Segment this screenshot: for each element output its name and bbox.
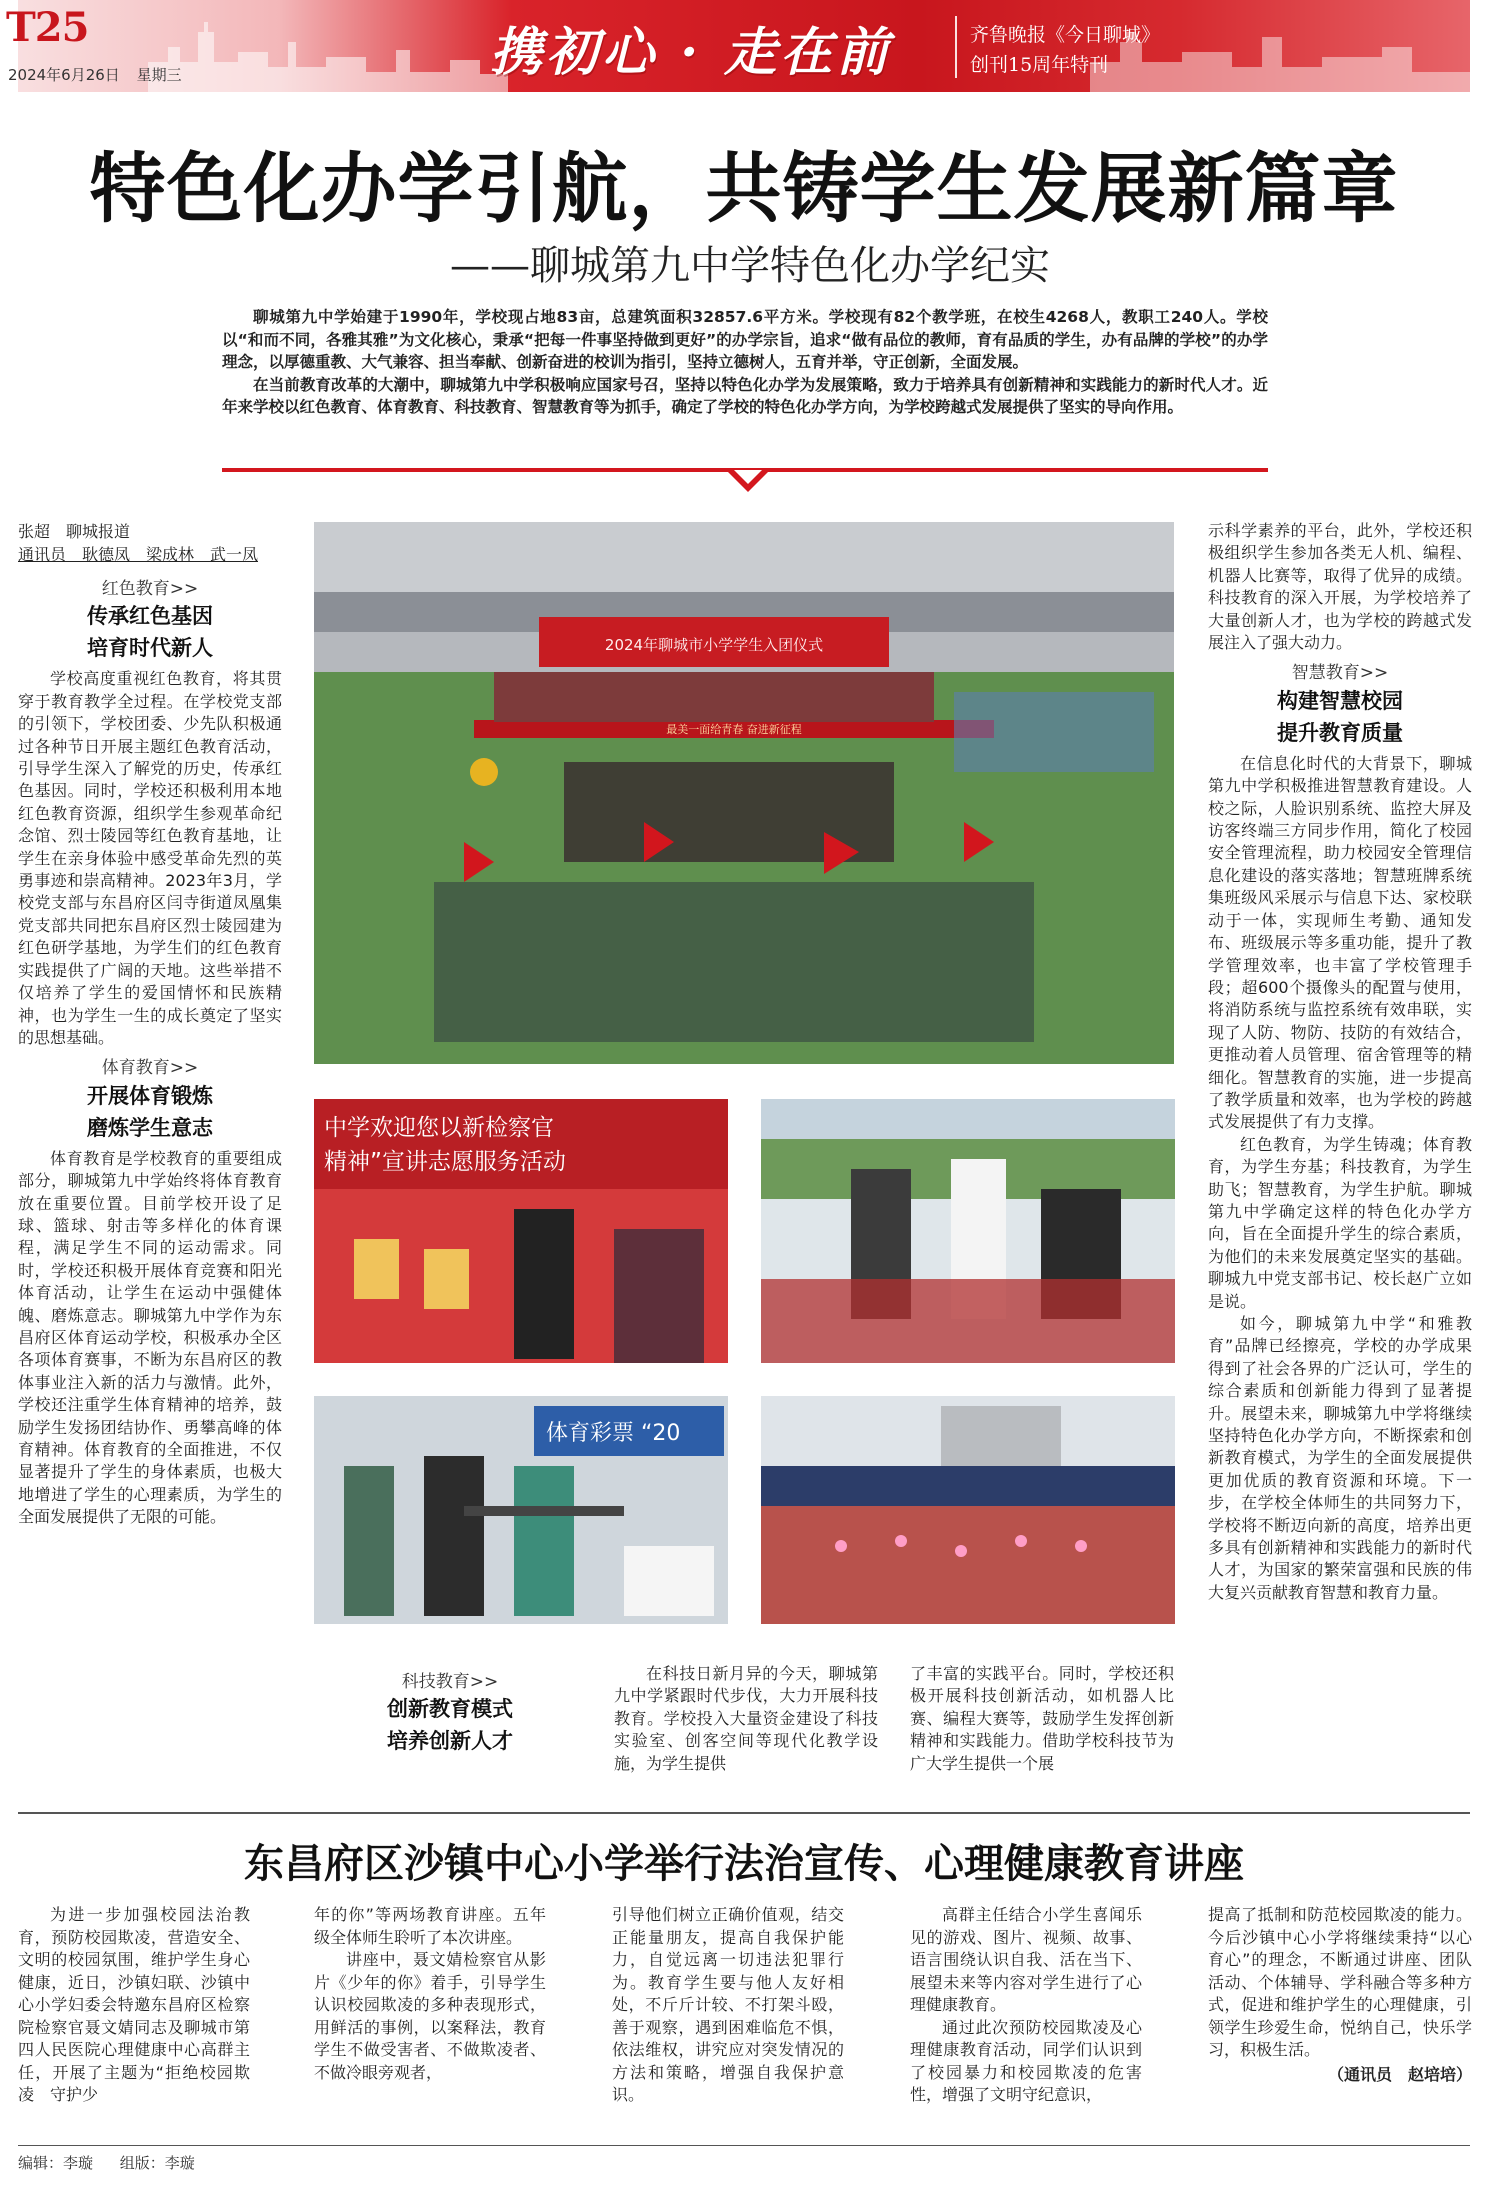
main-headline: 特色化办学引航，共铸学生发展新篇章 [89, 144, 1399, 233]
section-body-tech-c: 示科学素养的平台，此外，学校还积极组织学生参加各类无人机、编程、机器人比赛等，取得了优异的成绩。科技教育的深入开展，为学校培养了大量创新人才，也为学校的跨越式发展注入了强大动力。 [1208, 521, 1472, 653]
tech-section-heading [350, 1663, 550, 1757]
closing-paragraph: 如今，聊城第九中学“和雅教育”品牌已经擦亮，学校的办学成果得到了社会各界的广泛认可，学生的综合素质和创新能力得到了显著提升。展望未来，聊城第九中学将继续坚持特色化办学方向，不断探索和创新教育模式，为学生的全面发展提供更加优质的教育资源和环境。下一步，在学校全体师生的共同努力下，学校将不断迈向新的高度，培养出更多具有创新精神和实践能力的新时代人才，为国家的繁荣富强和民族的伟大复兴贡献教育智慧和教育力量。 [1208, 1314, 1472, 1602]
section-title-red-1: 传承红色基因 [87, 603, 213, 629]
section-title-sports-2: 磨炼学生意志 [87, 1114, 213, 1140]
footer-editor: 编辑：李璇 [18, 2154, 94, 2172]
photo-playground-dance [761, 1396, 1175, 1624]
tech-column-a [614, 1663, 878, 1775]
right-column [1208, 520, 1472, 1604]
article2-credit: （通讯员 赵培培） [1327, 2064, 1472, 2084]
byline-reporter: 张超 聊城报道 [18, 522, 131, 541]
article2-column-1 [18, 1904, 250, 2107]
section-tag-smart: 智慧教育>> [1291, 663, 1389, 684]
section-body-smart: 在信息化时代的大背景下，聊城第九中学积极推进智慧教育建设。人校之际，人脸识别系统、监控大屏及访客终端三方同步作用，简化了校园安全管理流程，助力校园安全管理信息化建设的落实落地；智慧班牌系统集班级风采展示与信息下达、家校联动于一体，实现师生考勤、通知发布、班级展示等多重功能，提升了教学管理效率，也丰富了学校管理手段；超600个摄像头的配置与使用，将消防系统与监控系统有效串联，实现了人防、物防、技防的有效结合，更推动着人员管理、宿舍管理等的精细化。智慧教育的实施，进一步提高了教学质量和效率，也为学校的跨越式发展提供了有力支撑。 [1208, 753, 1472, 1132]
section-body-sports: 体育教育是学校教育的重要组成部分，聊城第九中学始终将体育教育放在重要位置。目前学校开设了足球、篮球、射击等多样化的体育课程，满足学生不同的运动需求。同时，学校还积极开展体育竞赛和阳光体育活动，让学生在运动中强健体魄、磨炼意志。聊城第九中学作为东昌府区体育运动学校，积极承办全区各项体育赛事，不断为东昌府区的教体事业注入新的活力与激情。此外，学校还注重学生体育精神的培养，鼓励学生发扬团结协作、勇攀高峰的体育精神。体育教育的全面推进，不仅显著提升了学生的身体素质，也极大地增进了学生的心理素质，为学生的全面发展提供了无限的可能。 [18, 1148, 282, 1527]
paper-name: 齐鲁晚报《今日聊城》 [970, 24, 1161, 46]
intro-paragraphs [222, 306, 1268, 419]
page-number: T25 [6, 4, 89, 51]
masthead-slogan: 携初心 · 走在前 [490, 22, 893, 83]
article2-paragraph: 提高了抵制和防范校园欺凌的能力。今后沙镇中心小学将继续秉持“以心育心”的理念，不断通过讲座、团队活动、个体辅导、学科融合等多种方式，促进和维护学生的心理健康，引领学生珍爱生命，悦纳自己，快乐学习，积极生活。 [1208, 1905, 1472, 2059]
section-body-tech-a: 在科技日新月异的今天，聊城第九中学紧跟时代步伐，大力开展科技教育。学校投入大量资金建设了科技实验室、创客空间等现代化教学设施，为学生提供 [614, 1664, 878, 1773]
byline [18, 520, 282, 566]
footer-layout: 组版：李璇 [119, 2154, 195, 2172]
article2-column-4 [910, 1904, 1142, 2107]
section-title-tech-2: 培养创新人才 [387, 1728, 513, 1754]
article2-paragraph: 为进一步加强校园法治教育，预防校园欺凌，营造安全、文明的校园氛围，维护学生身心健康，近日，沙镇妇联、沙镇中心小学妇委会特邀东昌府区检察院检察官聂文婧同志及聊城市第四人民医院心理健康中心高群主任，开展了主题为“拒绝校园欺凌 守护少 [18, 1905, 250, 2104]
sub-headline: ——聊城第九中学特色化办学纪实 [450, 243, 1050, 289]
photo-slogan-text: 最美一面给青春 奋进新征程 [666, 723, 802, 736]
photo-banner-text: 2024年聊城市小学学生入团仪式 [604, 636, 824, 654]
city-skyline-icon [148, 22, 508, 92]
section-tag-red: 红色教育>> [101, 579, 199, 599]
footer-credits [18, 2152, 217, 2173]
photo-ceremony [314, 522, 1174, 1064]
tech-column-b [910, 1663, 1174, 1775]
section-title-smart-1: 构建智慧校园 [1277, 687, 1403, 713]
article2-paragraph: 高群主任结合小学生喜闻乐见的游戏、图片、视频、故事、语言围绕认识自我、活在当下、展望未来等内容对学生进行了心理健康教育。 [910, 1905, 1142, 2014]
masthead-divider [955, 16, 957, 78]
closing-paragraph: 红色教育，为学生铸魂；体育教育，为学生夯基；科技教育，为学生助飞；智慧教育，为学生护航。聊城第九中学确定这样的特色化办学方向，旨在全面提升学生的综合素质，为他们的未来发展奠定坚实的基础。聊城九中党支部书记、校长赵广立如是说。 [1208, 1134, 1472, 1311]
intro-paragraph: 在当前教育改革的大潮中，聊城第九中学积极响应国家号召，坚持以特色化办学为发展策略，致力于培养具有创新精神和实践能力的新时代人才。近年来学校以红色教育、体育教育、科技教育、智慧教育等为抓手，确定了学校的特色化办学方向，为学校跨越式发展提供了坚实的导向作用。 [222, 375, 1268, 416]
section-body-tech-b: 了丰富的实践平台。同时，学校还积极开展科技创新活动，如机器人比赛、编程大赛等，鼓励学生发挥创新精神和实践能力。借助学校科技节为广大学生提供一个展 [910, 1664, 1174, 1773]
article2-paragraph: 年的你”等两场教育讲座。五年级全体师生聆听了本次讲座。 [314, 1905, 546, 1947]
left-column [18, 520, 282, 1529]
article2-paragraph: 通过此次预防校园欺凌及心理健康教育活动，同学们认识到了校园暴力和校园欺凌的危害性，增强了文明守纪意识， [910, 2017, 1142, 2104]
photo-event-banner-2: 精神”宣讲志愿服务活动 [324, 1149, 566, 1175]
intro-paragraph: 聊城第九中学始建于1990年，学校现占地83亩，总建筑面积32857.6平方米。学校现有82个教学班，在校生4268人，教职工240人。学校以“和而不同，各雅其雅”为文化核心，秉承“把每一件事坚持做到更好”的办学宗旨，追求“做有品位的教师，育有品质的学生，办有品牌的学校”的办学理念，以厚德重教、大气兼容、担当奉献、创新奋进的校训为指引，坚持立德树人，五育并举，守正创新，全面发展。 [222, 308, 1268, 371]
article2-column-3 [612, 1904, 844, 2107]
date: 2024年6月26日 [8, 66, 120, 84]
section-tag-sports: 体育教育>> [101, 1058, 199, 1079]
divider-arrow-inner [734, 470, 762, 484]
article-divider [18, 1812, 1470, 1814]
footer-divider [18, 2145, 1470, 2146]
photo-prosecutor-event [314, 1099, 728, 1363]
byline-correspondents: 通讯员 耿德凤 梁成林 武一凤 [18, 545, 259, 564]
section-title-red-2: 培育时代新人 [87, 635, 213, 661]
special-edition-label: 创刊15周年特刊 [970, 54, 1109, 76]
section-title-tech-1: 创新教育模式 [387, 1696, 513, 1722]
article2-paragraph: 引导他们树立正确价值观，结交正能量朋友，提高自我保护能力，自觉远离一切违法犯罪行为。教育学生要与他人友好相处，不斤斤计较、不打架斗殴，善于观察，遇到困难临危不惧，依法维权，讲究应对突发情况的方法和策略，增强自我保护意识。 [612, 1905, 844, 2104]
photo-shooting-banner: 体育彩票 “20 [546, 1421, 681, 1446]
article2-column-2 [314, 1904, 546, 2084]
weekday: 星期三 [136, 66, 182, 84]
section-tag-tech: 科技教育>> [401, 1672, 499, 1692]
photo-tech-class [761, 1099, 1175, 1363]
section-body-red: 学校高度重视红色教育，将其贯穿于教育教学全过程。在学校党支部的引领下，学校团委、少先队积极通过各种节日开展主题红色教育活动，引导学生深入了解党的历史，传承红色基因。同时，学校还积极利用本地红色教育资源，组织学生参观革命纪念馆、烈士陵园等红色教育基地，让学生在亲身体验中感受革命先烈的英勇事迹和崇高精神。2023年3月，学校党支部与东昌府区闫寺街道凤凰集党支部共同把东昌府区烈士陵园建为红色研学基地，为学生们的红色教育实践提供了广阔的天地。这些举措不仅培养了学生的爱国情怀和民族精神，也为学生一生的成长奠定了坚实的思想基础。 [18, 669, 282, 1047]
article2-paragraph: 讲座中，聂文婧检察官从影片《少年的你》着手，引导学生认识校园欺凌的多种表现形式，用鲜活的事例，以案释法，教育学生不做受害者、不做欺凌者、不做冷眼旁观者， [314, 1950, 546, 2082]
section-title-smart-2: 提升教育质量 [1277, 719, 1403, 745]
article2-column-5 [1208, 1904, 1472, 2086]
article2-headline: 东昌府区沙镇中心小学举行法治宣传、心理健康教育讲座 [244, 1840, 1244, 1887]
photo-shooting-class [314, 1396, 728, 1624]
issue-date [8, 64, 194, 85]
photo-event-banner-1: 中学欢迎您以新检察官 [324, 1115, 554, 1141]
section-title-sports-1: 开展体育锻炼 [87, 1082, 213, 1108]
